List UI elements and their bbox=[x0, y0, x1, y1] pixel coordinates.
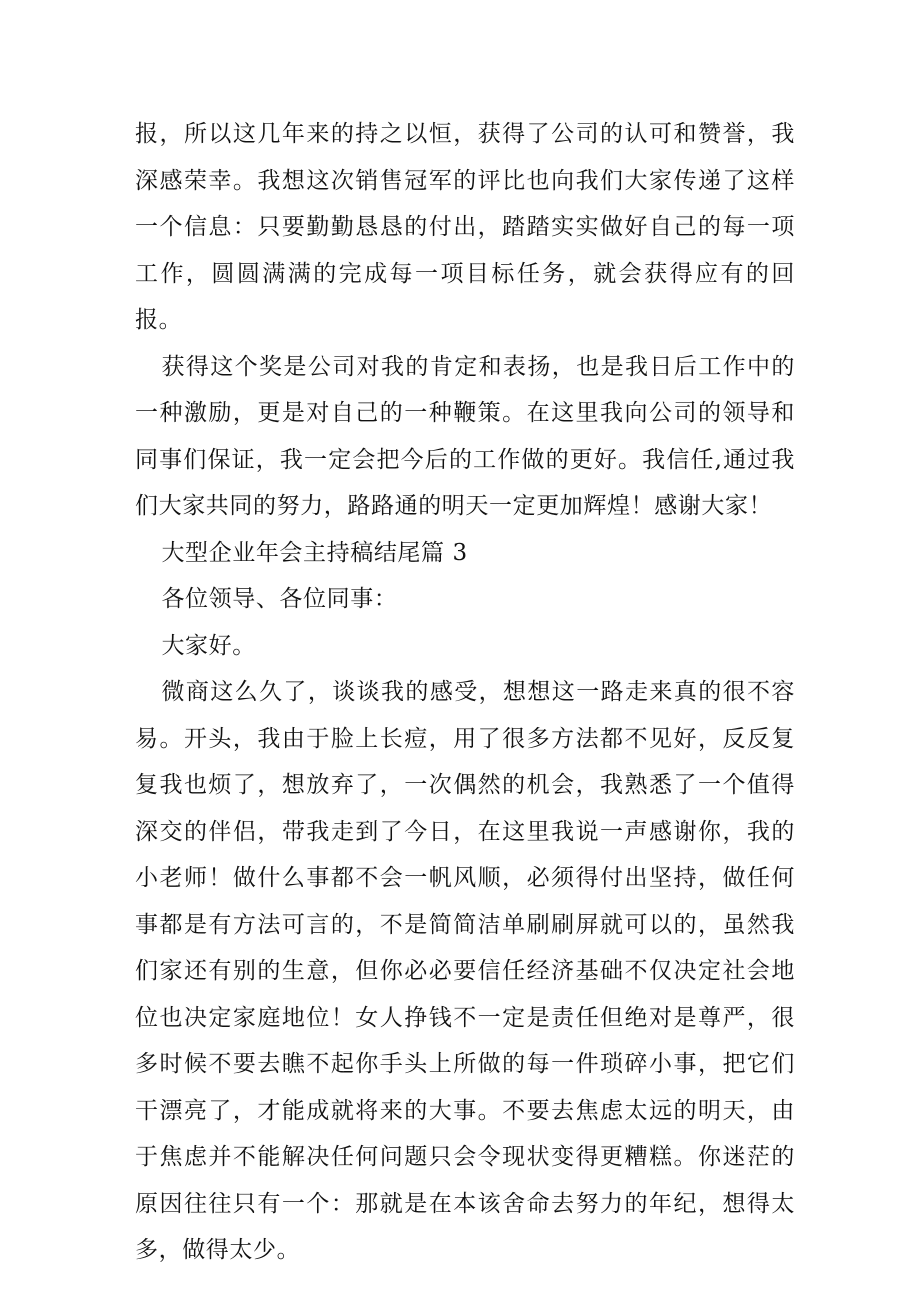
paragraph-wechat-business: 微商这么久了，谈谈我的感受，想想这一路走来真的很不容易。开头，我由于脸上长痘，用了很多方法都不见好，反反复复我也烦了，想放弃了，一次偶然的机会，我熟悉了一个值得深交的伴侣，带我走到了今日，在这里我说一声感谢你，我的小老师！做什么事都不会一帆风顺，必须得付出坚持，做任何事都是有方法可言的，不是简简洁单刷刷屏就可以的，虽然我们家还有别的生意，但你必必要信任经济基础不仅决定社会地位也决定家庭地位！女人挣钱不一定是责任但绝对是尊严，很多时候不要去瞧不起你手头上所做的每一件琐碎小事，把它们干漂亮了，才能成就将来的大事。不要去焦虑太远的明天，由于焦虑并不能解决任何问题只会令现状变得更糟糕。你迷茫的原因往往只有一个：那就是在本该舍命去努力的年纪，想得太多，做得太少。 bbox=[135, 679, 795, 1263]
paragraph-continuation: 报，所以这几年来的持之以恒，获得了公司的认可和赞誉，我深感荣幸。我想这次销售冠军的评比也向我们大家传递了这样一个信息：只要勤勤恳恳的付出，踏踏实实做好自己的每一项工作，圆圆满满的完成每一项目标任务，就会获得应有的回报。 bbox=[135, 121, 795, 333]
greeting: 大家好。 bbox=[161, 632, 256, 659]
section-heading: 大型企业年会主持稿结尾篇 3 bbox=[161, 539, 468, 566]
paragraph-award-thanks: 获得这个奖是公司对我的肯定和表扬，也是我日后工作中的一种激励，更是对自己的一种鞭策。在这里我向公司的领导和同事们保证，我一定会把今后的工作做的更好。我信任,通过我们大家共同的努力，路路通的明天一定更加辉煌！感谢大家！ bbox=[135, 353, 795, 519]
salutation: 各位领导、各位同事： bbox=[161, 586, 398, 612]
document-page bbox=[135, 111, 795, 1274]
